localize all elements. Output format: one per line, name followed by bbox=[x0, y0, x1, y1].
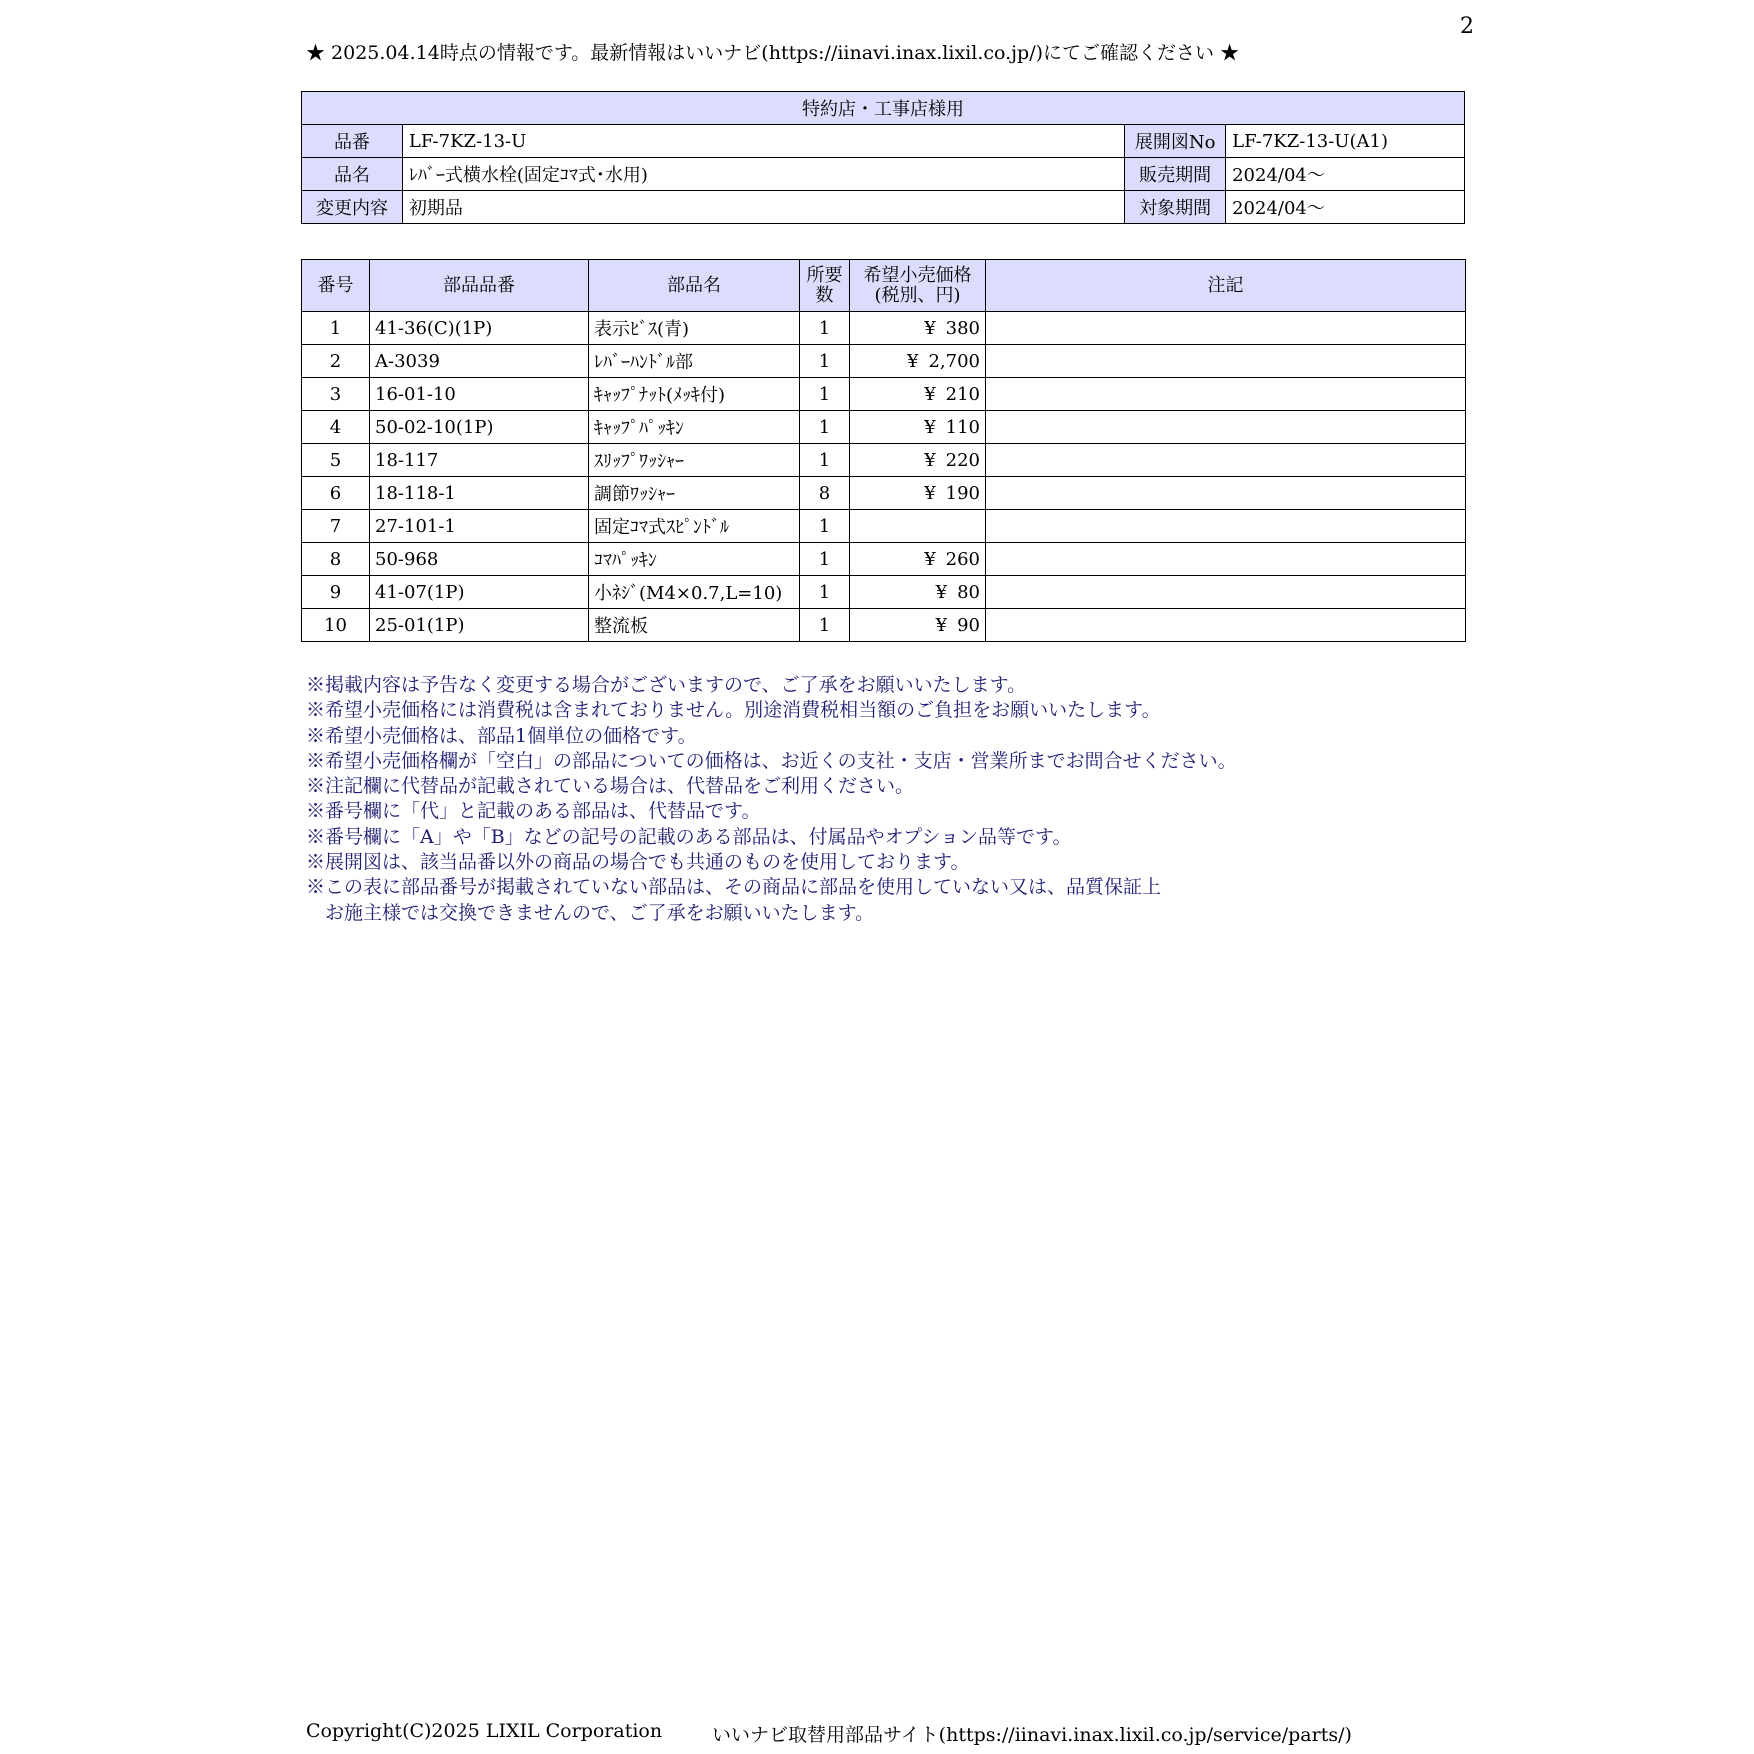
header-price-line2: (税別、円) bbox=[874, 284, 961, 306]
notes-section bbox=[306, 673, 1237, 926]
table-row bbox=[302, 312, 1466, 345]
header-price-line1: 希望小売価格 bbox=[863, 264, 972, 286]
info-label: 対象期間 bbox=[1125, 191, 1226, 224]
row-part-name: 固定ｺﾏ式ｽﾋﾟﾝﾄﾞﾙ bbox=[589, 510, 800, 543]
info-label: 変更内容 bbox=[302, 191, 403, 224]
price-value: 220 bbox=[945, 449, 980, 471]
info-row bbox=[302, 125, 1465, 158]
row-part-name: ﾚﾊﾞｰﾊﾝﾄﾞﾙ部 bbox=[589, 345, 800, 378]
parts-header-row bbox=[302, 260, 1466, 312]
row-part-number: 18-118-1 bbox=[370, 477, 589, 510]
product-info-table bbox=[301, 91, 1465, 224]
price-value: 380 bbox=[945, 317, 980, 339]
row-note bbox=[986, 576, 1466, 609]
row-number: 10 bbox=[302, 609, 370, 642]
note-line: ※番号欄に「代」と記載のある部品は、代替品です。 bbox=[306, 800, 761, 823]
row-part-name: ｽﾘｯﾌﾟﾜｯｼｬｰ bbox=[589, 444, 800, 477]
row-price bbox=[850, 543, 986, 576]
row-part-name: 整流板 bbox=[589, 609, 800, 642]
row-price bbox=[850, 378, 986, 411]
row-number: 9 bbox=[302, 576, 370, 609]
table-row bbox=[302, 576, 1466, 609]
table-row bbox=[302, 411, 1466, 444]
row-note bbox=[986, 378, 1466, 411]
header-price bbox=[850, 260, 986, 312]
row-note bbox=[986, 345, 1466, 378]
price-value: 90 bbox=[957, 614, 980, 636]
row-part-name: ｷｬｯﾌﾟﾊﾟｯｷﾝ bbox=[589, 411, 800, 444]
info-label: 品名 bbox=[302, 158, 403, 191]
row-number: 1 bbox=[302, 312, 370, 345]
note-line: お施主様では交換できませんので、ご了承をお願いいたします。 bbox=[306, 901, 875, 924]
row-number: 8 bbox=[302, 543, 370, 576]
row-number: 3 bbox=[302, 378, 370, 411]
row-price bbox=[850, 609, 986, 642]
row-price bbox=[850, 312, 986, 345]
info-table-title: 特約店・工事店様用 bbox=[302, 92, 1465, 125]
note-line: ※希望小売価格には消費税は含まれておりません。別途消費税相当額のご負担をお願いいたします。 bbox=[306, 699, 1161, 722]
row-quantity: 1 bbox=[800, 312, 850, 345]
table-row bbox=[302, 543, 1466, 576]
row-note bbox=[986, 477, 1466, 510]
info-date-notice: ★ 2025.04.14時点の情報です。最新情報はいいナビ(https://iinavi.inax.lixil.co.jp/)にてご確認ください ★ bbox=[306, 42, 1240, 64]
info-row bbox=[302, 158, 1465, 191]
row-quantity: 1 bbox=[800, 543, 850, 576]
yen-sign: ¥ bbox=[924, 449, 936, 471]
price-value: 190 bbox=[945, 482, 980, 504]
row-quantity: 1 bbox=[800, 378, 850, 411]
table-row bbox=[302, 477, 1466, 510]
header-part-name: 部品名 bbox=[589, 260, 800, 312]
price-value: 260 bbox=[945, 548, 980, 570]
header-no: 番号 bbox=[302, 260, 370, 312]
row-part-number: 18-117 bbox=[370, 444, 589, 477]
row-note bbox=[986, 411, 1466, 444]
header-quantity-line2: 数 bbox=[815, 284, 834, 306]
yen-sign: ¥ bbox=[924, 317, 936, 339]
row-price bbox=[850, 444, 986, 477]
info-value: LF-7KZ-13-U bbox=[402, 125, 1124, 158]
row-part-name: 調節ﾜｯｼｬｰ bbox=[589, 477, 800, 510]
info-value: 初期品 bbox=[402, 191, 1124, 224]
table-row bbox=[302, 444, 1466, 477]
row-price bbox=[850, 510, 986, 543]
price-value: 80 bbox=[957, 581, 980, 603]
row-number: 7 bbox=[302, 510, 370, 543]
yen-sign: ¥ bbox=[935, 581, 948, 603]
info-label: 展開図No bbox=[1125, 125, 1226, 158]
row-number: 4 bbox=[302, 411, 370, 444]
row-part-number: A-3039 bbox=[370, 345, 589, 378]
row-note bbox=[986, 543, 1466, 576]
header-quantity bbox=[800, 260, 850, 312]
row-note bbox=[986, 510, 1466, 543]
row-part-number: 16-01-10 bbox=[370, 378, 589, 411]
page-number: 2 bbox=[1460, 14, 1474, 39]
parts-table bbox=[301, 259, 1466, 642]
row-quantity: 1 bbox=[800, 444, 850, 477]
row-number: 6 bbox=[302, 477, 370, 510]
note-line: ※展開図は、該当品番以外の商品の場合でも共通のものを使用しております。 bbox=[306, 851, 970, 874]
header-note: 注記 bbox=[986, 260, 1466, 312]
row-part-name: 表示ﾋﾞｽ(青) bbox=[589, 312, 800, 345]
info-value: 2024/04〜 bbox=[1226, 191, 1465, 224]
row-quantity: 1 bbox=[800, 576, 850, 609]
note-line: ※掲載内容は予告なく変更する場合がございますので、ご了承をお願いいたします。 bbox=[306, 674, 1027, 696]
site-text: いいナビ取替用部品サイト(https://iinavi.inax.lixil.co.jp/service/parts/) bbox=[712, 1724, 1352, 1746]
yen-sign: ¥ bbox=[907, 350, 919, 372]
yen-sign: ¥ bbox=[924, 482, 936, 504]
row-note bbox=[986, 312, 1466, 345]
row-quantity: 1 bbox=[800, 609, 850, 642]
footer bbox=[306, 1720, 1466, 1746]
row-number: 2 bbox=[302, 345, 370, 378]
row-quantity: 1 bbox=[800, 345, 850, 378]
row-part-number: 27-101-1 bbox=[370, 510, 589, 543]
table-row bbox=[302, 345, 1466, 378]
row-number: 5 bbox=[302, 444, 370, 477]
note-line: ※注記欄に代替品が記載されている場合は、代替品をご利用ください。 bbox=[306, 775, 915, 798]
row-note bbox=[986, 444, 1466, 477]
row-part-name: 小ﾈｼﾞ(M4×0.7,L=10) bbox=[589, 576, 800, 609]
header-quantity-line1: 所要 bbox=[806, 264, 843, 286]
row-part-number: 50-968 bbox=[370, 543, 589, 576]
yen-sign: ¥ bbox=[924, 383, 936, 405]
info-label: 品番 bbox=[302, 125, 403, 158]
row-part-number: 50-02-10(1P) bbox=[370, 411, 589, 444]
note-line: ※希望小売価格は、部品1個単位の価格です。 bbox=[306, 724, 697, 747]
info-value: ﾚﾊﾞｰ式横水栓(固定ｺﾏ式･水用) bbox=[402, 158, 1124, 191]
yen-sign: ¥ bbox=[935, 614, 948, 636]
row-quantity: 1 bbox=[800, 510, 850, 543]
table-row bbox=[302, 378, 1466, 411]
note-line: ※この表に部品番号が掲載されていない部品は、その商品に部品を使用していない又は、品質保証上 bbox=[306, 876, 1162, 899]
yen-sign: ¥ bbox=[924, 416, 936, 438]
info-value: 2024/04〜 bbox=[1226, 158, 1465, 191]
row-price bbox=[850, 477, 986, 510]
row-part-number: 41-07(1P) bbox=[370, 576, 589, 609]
row-quantity: 1 bbox=[800, 411, 850, 444]
note-line: ※希望小売価格欄が「空白」の部品についての価格は、お近くの支社・支店・営業所までお問合せください。 bbox=[306, 749, 1237, 772]
row-quantity: 8 bbox=[800, 477, 850, 510]
row-note bbox=[986, 609, 1466, 642]
row-price bbox=[850, 411, 986, 444]
info-value: LF-7KZ-13-U(A1) bbox=[1226, 125, 1465, 158]
price-value: 110 bbox=[945, 416, 980, 438]
table-row bbox=[302, 510, 1466, 543]
info-label: 販売期間 bbox=[1125, 158, 1226, 191]
info-row bbox=[302, 191, 1465, 224]
yen-sign: ¥ bbox=[924, 548, 936, 570]
price-value: 2,700 bbox=[928, 350, 980, 372]
row-part-name: ｷｬｯﾌﾟﾅｯﾄ(ﾒｯｷ付) bbox=[589, 378, 800, 411]
row-price bbox=[850, 345, 986, 378]
copyright-text: Copyright(C)2025 LIXIL Corporation bbox=[306, 1720, 663, 1742]
note-line: ※番号欄に「A」や「B」などの記号の記載のある部品は、付属品やオプション品等です。 bbox=[306, 825, 1072, 848]
table-row bbox=[302, 609, 1466, 642]
header-part-number: 部品品番 bbox=[370, 260, 589, 312]
row-part-number: 25-01(1P) bbox=[370, 609, 589, 642]
price-value: 210 bbox=[945, 383, 980, 405]
row-part-name: ｺﾏﾊﾟｯｷﾝ bbox=[589, 543, 800, 576]
row-part-number: 41-36(C)(1P) bbox=[370, 312, 589, 345]
row-price bbox=[850, 576, 986, 609]
